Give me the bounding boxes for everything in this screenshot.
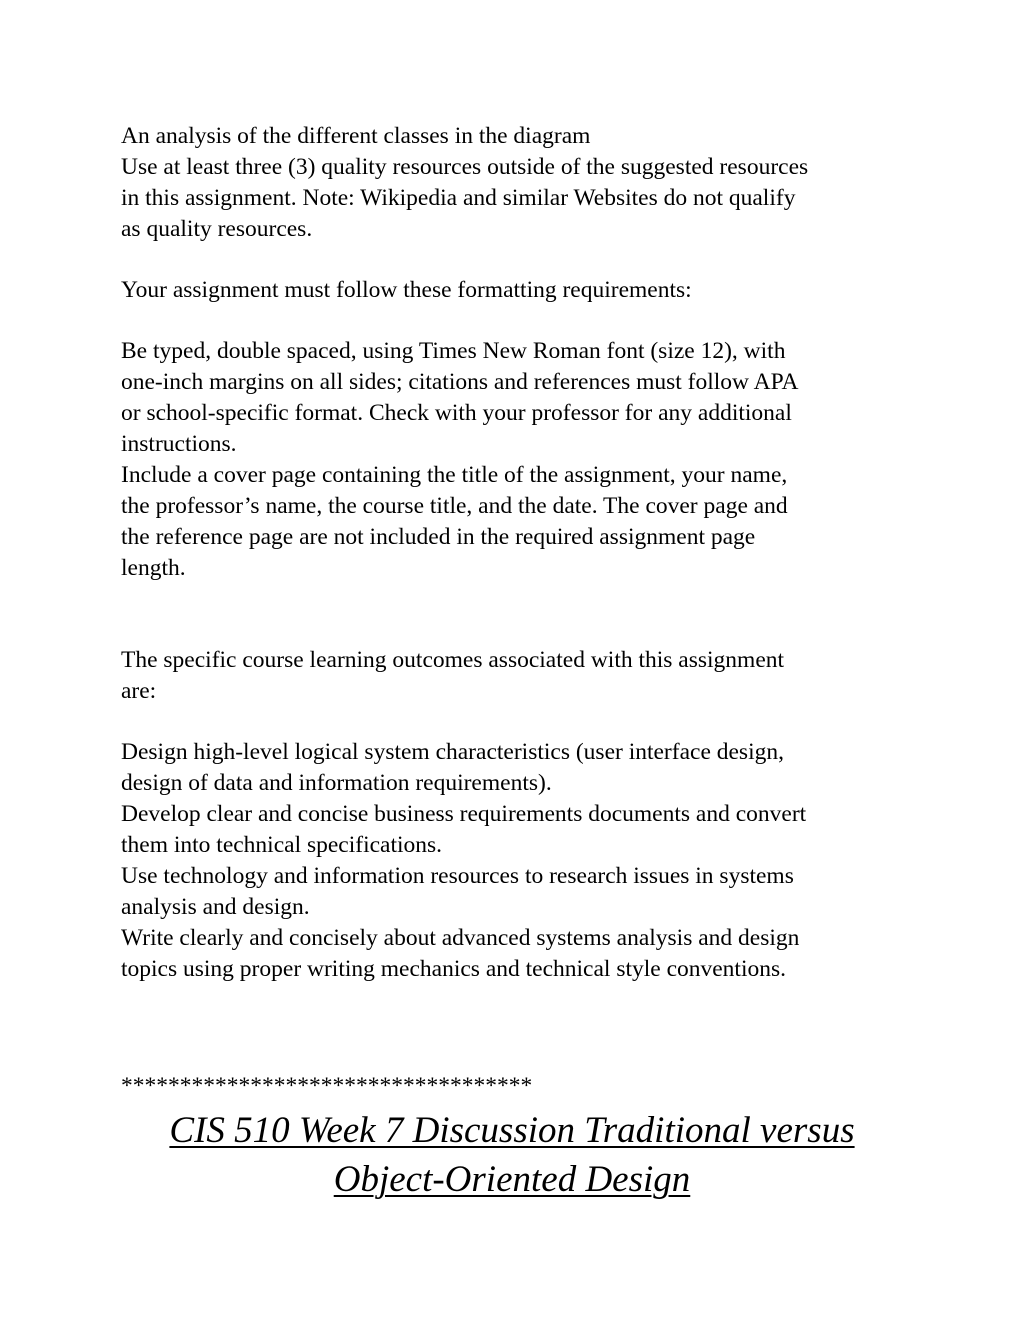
text-line: are: [121,678,157,704]
text-line: Use at least three (3) quality resources outside of the suggested resources [121,154,809,180]
text-line: analysis and design. [121,894,310,920]
learning-outcomes-list [121,737,921,985]
text-line: Include a cover page containing the title of the assignment, your name, [121,462,788,488]
text-line: Develop clear and concise business requirements documents and convert [121,801,807,827]
text-line: the professor’s name, the course title, and the date. The cover page and [121,493,788,519]
formatting-requirements-paragraph [121,336,921,584]
assignment-requirements-paragraph [121,121,921,245]
text-line: instructions. [121,431,237,457]
section-heading-line-2: Object-Oriented Design [333,1159,691,1200]
separator-line: *********************************** [121,1073,533,1099]
text-line: Your assignment must follow these formatting requirements: [121,277,692,303]
text-line: The specific course learning outcomes associated with this assignment [121,647,785,673]
text-line: Use technology and information resources to research issues in systems [121,863,794,889]
text-line: Write clearly and concisely about advanced systems analysis and design [121,925,800,951]
text-line: one-inch margins on all sides; citations and references must follow APA [121,369,799,395]
text-line: in this assignment. Note: Wikipedia and similar Websites do not qualify [121,185,796,211]
text-line: Design high-level logical system characteristics (user interface design, [121,739,784,765]
text-line: them into technical specifications. [121,832,443,858]
section-heading-line-1: CIS 510 Week 7 Discussion Traditional versus [169,1110,855,1151]
learning-outcomes-intro-paragraph [121,645,921,707]
text-line: length. [121,555,186,581]
text-line: design of data and information requirements). [121,770,552,796]
text-line: Be typed, double spaced, using Times New Roman font (size 12), with [121,338,786,364]
text-line: the reference page are not included in the required assignment page [121,524,756,550]
formatting-intro-paragraph [121,275,921,306]
text-line: An analysis of the different classes in the diagram [121,123,591,149]
text-line: as quality resources. [121,216,313,242]
text-line: topics using proper writing mechanics and technical style conventions. [121,956,787,982]
text-line: or school-specific format. Check with your professor for any additional [121,400,792,426]
